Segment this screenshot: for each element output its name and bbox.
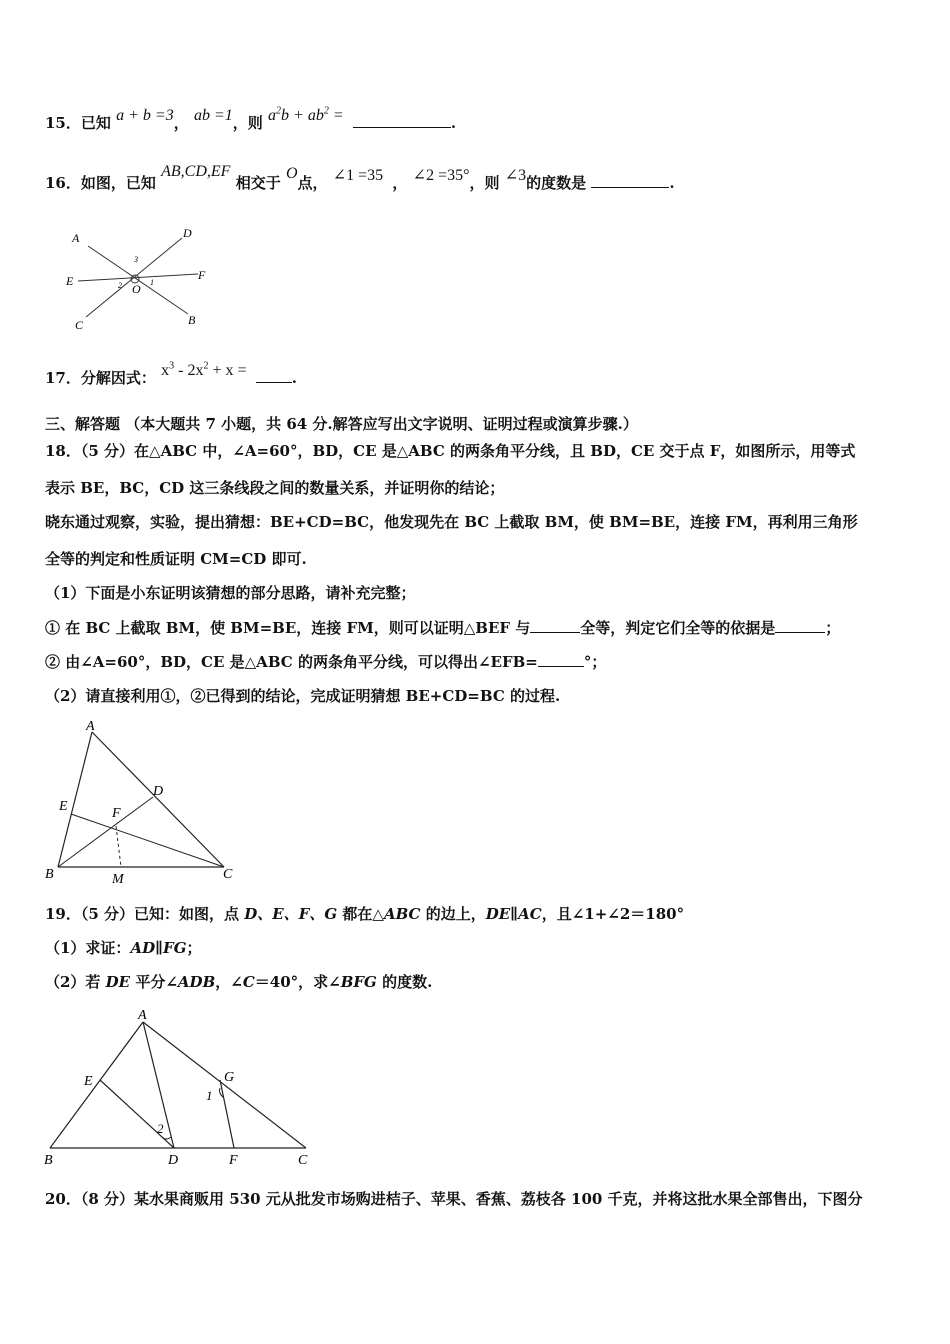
q16-answer-blank[interactable] xyxy=(591,173,669,188)
figure-19 xyxy=(38,1003,328,1175)
side-ab xyxy=(50,1022,143,1148)
q18-line-1: 18．（5 分）在△ABC 中，∠A=60°，BD，CE 是△ABC 的两条角平分线，且 BD，CE 交于点 F，如图所示，用等式 xyxy=(45,442,856,460)
section-3-title: 三、解答题 （本大题共 7 小题，共 64 分.解答应写出文字说明、证明过程或演算步骤.） xyxy=(45,415,638,433)
q19-p2-c: C xyxy=(242,973,255,991)
q17-expr-c: + x = xyxy=(208,362,247,379)
q19-mid2: 的边上， xyxy=(420,905,486,923)
q19-p2-pre: （2）若 xyxy=(45,973,106,991)
q16-end: . xyxy=(669,174,675,192)
label-a: A xyxy=(86,719,95,734)
label-c: C xyxy=(298,1153,308,1168)
q17-prefix: 分解因式： xyxy=(80,369,156,387)
q19-p2-mid: 平分∠ xyxy=(130,973,178,991)
q16-sep: ， xyxy=(392,174,408,192)
label-c: C xyxy=(75,318,84,332)
q19-p2-de: DE xyxy=(105,973,131,991)
q16-angle1: ∠1 =35 xyxy=(332,167,384,184)
q15-end: . xyxy=(450,114,457,132)
q19-p1-pre: （1）求证： xyxy=(45,939,131,957)
label-e: E xyxy=(59,799,68,814)
q18-line-3: 晓东通过观察，实验，提出猜想：BE+CD=BC，他发现先在 BC 上截取 BM，使 BM=BE，连接 FM，再利用三角形 xyxy=(45,513,858,531)
q15-expr3 xyxy=(268,107,344,124)
q18-step1-blank-2[interactable] xyxy=(775,618,825,633)
q16-point: O xyxy=(285,165,298,182)
label-e: E xyxy=(66,274,74,288)
label-o: O xyxy=(132,282,141,296)
label-g: G xyxy=(224,1070,235,1085)
q15-number: 15． xyxy=(45,114,81,132)
q17-expr-a: x xyxy=(161,362,170,379)
q16-mid2: 点， xyxy=(297,174,328,192)
q19-p2-adb: ADB xyxy=(177,973,216,991)
question-16 xyxy=(45,163,675,193)
q15-expr3-sup2: 2 xyxy=(323,105,329,117)
side-ac xyxy=(143,1022,306,1148)
q18-line-4: 全等的判定和性质证明 CM=CD 即可. xyxy=(45,550,307,568)
q16-lines: AB,CD,EF xyxy=(161,163,231,180)
q19-part-1 xyxy=(45,937,202,958)
label-b: B xyxy=(44,1153,53,1168)
label-d: D xyxy=(183,226,192,240)
q17-expr-b: - 2x xyxy=(174,362,204,379)
q18-step2-blank[interactable] xyxy=(538,652,584,667)
q15-expr3-sup1: 2 xyxy=(276,105,282,117)
q17-expr-sup2: 2 xyxy=(203,360,209,372)
label-b: B xyxy=(188,313,196,327)
q20-line-1: 20．（8 分）某水果商贩用 530 元从批发市场购进桔子、苹果、香蕉、荔枝各 100 千克，并将这批水果全部售出，下图分 xyxy=(45,1190,863,1208)
label-e: E xyxy=(84,1074,93,1089)
label-d: D xyxy=(153,784,164,799)
q16-angle2: ∠2 =35° xyxy=(412,167,470,184)
q19-p1-expr: AD∥FG xyxy=(130,939,187,957)
q17-end: . xyxy=(291,369,297,387)
q18-step1-a: ① 在 BC 上截取 BM，使 BM=BE，连接 FM，则可以证明△BEF 与 xyxy=(45,619,531,637)
q18-step-2 xyxy=(45,651,606,672)
q18-step1-blank-1[interactable] xyxy=(530,618,580,633)
question-15 xyxy=(45,105,457,133)
q19-number: 19．（5 分）已知：如图，点 xyxy=(45,905,245,923)
q19-end: ，且∠1+∠2＝180° xyxy=(541,905,685,923)
q18-part-1: （1）下面是小东证明该猜想的部分思路，请补充完整； xyxy=(45,584,416,602)
q19-part-2 xyxy=(45,971,432,992)
q19-p1-end: ； xyxy=(186,939,202,957)
q19-parallel: DE∥AC xyxy=(485,905,542,923)
q18-part-2: （2）请直接利用①，②已得到的结论，完成证明猜想 BE+CD=BC 的过程. xyxy=(45,687,561,705)
label-angle-1: 1 xyxy=(206,1088,213,1103)
label-c: C xyxy=(223,867,233,882)
q18-step2-a: ② 由∠A=60°，BD，CE 是△ABC 的两条角平分线，可以得出∠EFB= xyxy=(45,653,538,671)
q17-answer-blank[interactable] xyxy=(256,368,292,383)
label-angle-1: 1 xyxy=(150,278,154,287)
q16-angle3: ∠3 xyxy=(504,167,527,184)
label-f: F xyxy=(112,806,121,821)
q15-expr3-a: a xyxy=(268,107,277,124)
q17-expr-sup1: 3 xyxy=(169,360,175,372)
q15-sep2: ，则 xyxy=(232,114,263,132)
q15-expr3-b: b + ab xyxy=(281,107,324,124)
q19-p2-mid2: ，∠ xyxy=(215,973,243,991)
q15-expr1: a + b =3 xyxy=(116,107,174,124)
q18-step1-b: 全等，判定它们全等的依据是 xyxy=(580,619,776,637)
q17-number: 17． xyxy=(45,369,81,387)
q16-mid1: 相交于 xyxy=(235,174,281,192)
label-angle-2: 2 xyxy=(157,1121,164,1136)
q18-step-1 xyxy=(45,617,840,638)
q19-points: D、E、F、G xyxy=(244,905,338,923)
label-angle-2: 2 xyxy=(118,281,122,290)
label-angle-3: 3 xyxy=(134,255,138,264)
q18-step2-b: °； xyxy=(583,653,607,671)
q19-mid: 都在△ xyxy=(337,905,384,923)
q19-p2-end: 的度数. xyxy=(376,973,433,991)
label-d: D xyxy=(168,1153,179,1168)
q16-mid3: ，则 xyxy=(469,174,500,192)
figure-16 xyxy=(60,222,220,332)
q19-line-1 xyxy=(45,903,684,924)
segment-fm xyxy=(116,826,121,867)
side-ac xyxy=(92,732,224,867)
label-b: B xyxy=(45,867,54,882)
question-17 xyxy=(45,360,297,388)
label-f: F xyxy=(229,1153,238,1168)
label-a: A xyxy=(138,1008,147,1023)
q15-prefix: 已知 xyxy=(80,114,111,132)
q19-p2-bfg: BFG xyxy=(340,973,377,991)
q15-sep1: ， xyxy=(173,114,189,132)
q16-prefix: 如图，已知 xyxy=(80,174,156,192)
q16-number: 16． xyxy=(45,174,81,192)
q19-triangle: ABC xyxy=(383,905,421,923)
label-f: F xyxy=(198,268,206,282)
label-a: A xyxy=(72,231,80,245)
q16-post: 的度数是 xyxy=(526,174,587,192)
q18-step1-c: ； xyxy=(825,619,841,637)
q15-expr2: ab =1 xyxy=(193,107,233,124)
segment-bd xyxy=(58,797,153,867)
figure-18 xyxy=(40,715,240,885)
q18-line-2: 表示 BE，BC，CD 这三条线段之间的数量关系，并证明你的结论； xyxy=(45,479,505,497)
q19-p2-mid3: ＝40°，求∠ xyxy=(254,973,341,991)
label-m: M xyxy=(112,872,124,885)
q15-expr3-c: = xyxy=(328,107,344,124)
q15-answer-blank[interactable] xyxy=(353,113,451,128)
q17-expr xyxy=(161,362,246,379)
